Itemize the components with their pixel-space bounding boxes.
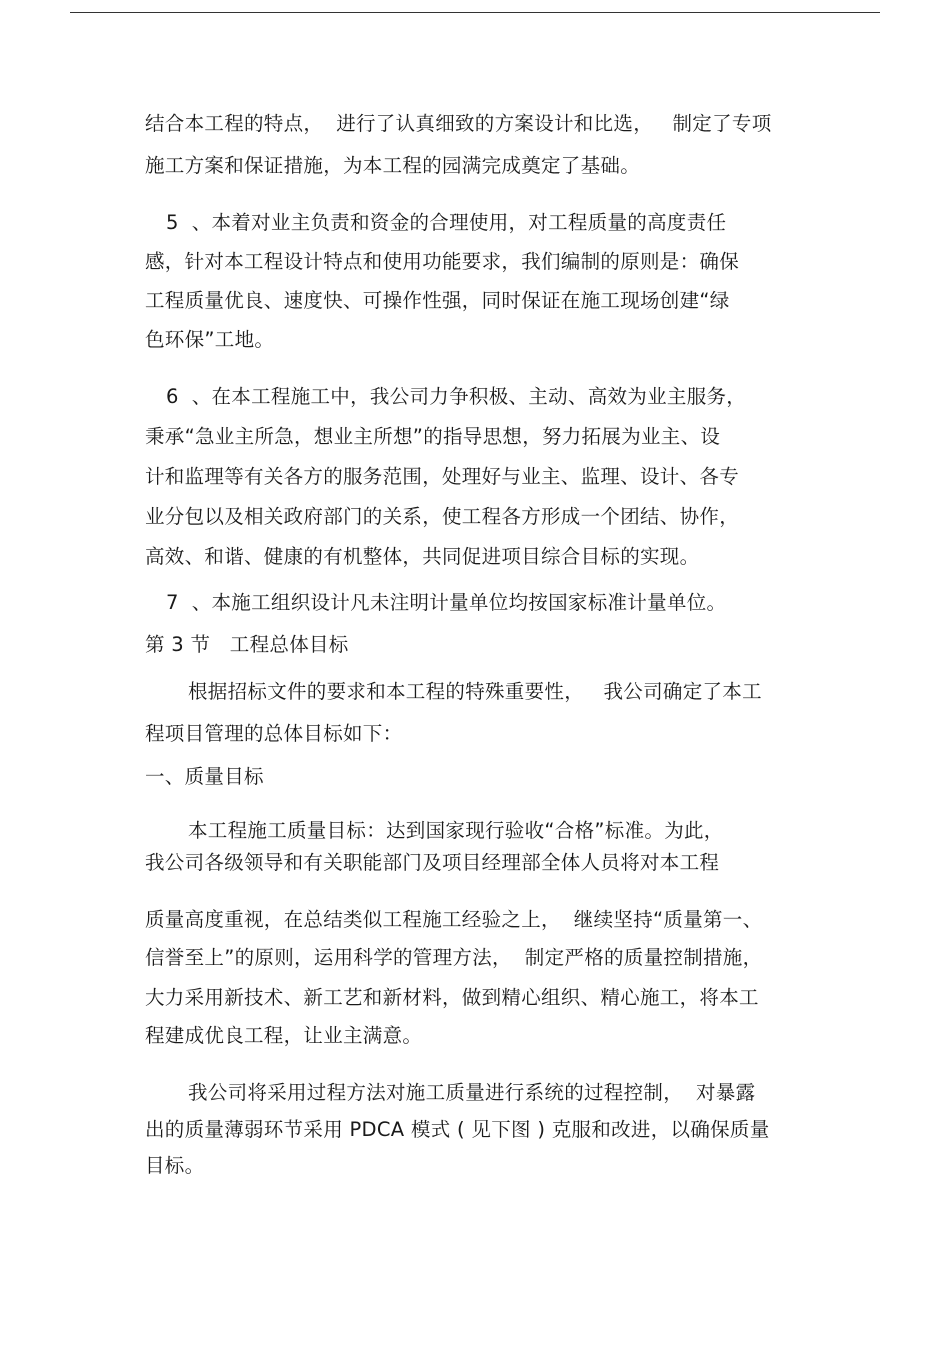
text-line: 程项目管理的总体目标如下：: [145, 722, 403, 745]
text-line: 目标。: [145, 1154, 205, 1177]
text-line: 出的质量薄弱环节采用 PDCA 模式 ( 见下图 ) 克服和改进，以确保质量: [145, 1118, 770, 1141]
text-line: 施工方案和保证措施，为本工程的园满完成奠定了基础。: [145, 154, 641, 177]
text-line: 我公司将采用过程方法对施工质量进行系统的过程控制， 对暴露: [188, 1081, 756, 1104]
text-line: 高效、和谐、健康的有机整体，共同促进项目综合目标的实现。: [145, 545, 700, 568]
text-line: 本工程施工质量目标：达到国家现行验收“合格”标准。为此，: [188, 819, 724, 842]
text-line: 大力采用新技术、新工艺和新材料，做到精心组织、精心施工，将本工: [145, 986, 759, 1009]
text-line: 计和监理等有关各方的服务范围，处理好与业主、监理、设计、各专: [145, 465, 740, 488]
text-line: 工程质量优良、速度快、可操作性强，同时保证在施工现场创建“绿: [145, 289, 730, 312]
text-line: 信誉至上”的原则，运用科学的管理方法， 制定严格的质量控制措施，: [145, 946, 763, 969]
text-line: 根据招标文件的要求和本工程的特殊重要性， 我公司确定了本工: [188, 680, 762, 703]
text-line: 业分包以及相关政府部门的关系，使工程各方形成一个团结、协作，: [145, 505, 740, 528]
text-line: 色环保”工地。: [145, 328, 275, 351]
text-line: 秉承“急业主所急，想业主所想”的指导思想，努力拓展为业主、设: [145, 425, 721, 448]
text-line: 7 、本施工组织设计凡未注明计量单位均按国家标准计量单位。: [166, 591, 727, 614]
section-heading: 第 3 节 工程总体目标: [145, 633, 349, 656]
text-line: 6 、在本工程施工中，我公司力争积极、主动、高效为业主服务，: [166, 385, 747, 408]
header-rule: [70, 12, 880, 13]
text-line: 感，针对本工程设计特点和使用功能要求，我们编制的原则是：确保: [145, 250, 740, 273]
text-line: 结合本工程的特点， 进行了认真细致的方案设计和比选， 制定了专项: [145, 112, 772, 135]
text-line: 我公司各级领导和有关职能部门及项目经理部全体人员将对本工程: [145, 851, 720, 874]
text-line: 5 、本着对业主负责和资金的合理使用，对工程质量的高度责任: [166, 211, 727, 234]
text-line: 质量高度重视，在总结类似工程施工经验之上， 继续坚持“质量第一、: [145, 908, 763, 931]
text-line: 程建成优良工程，让业主满意。: [145, 1024, 423, 1047]
subheading: 一、质量目标: [145, 765, 264, 788]
